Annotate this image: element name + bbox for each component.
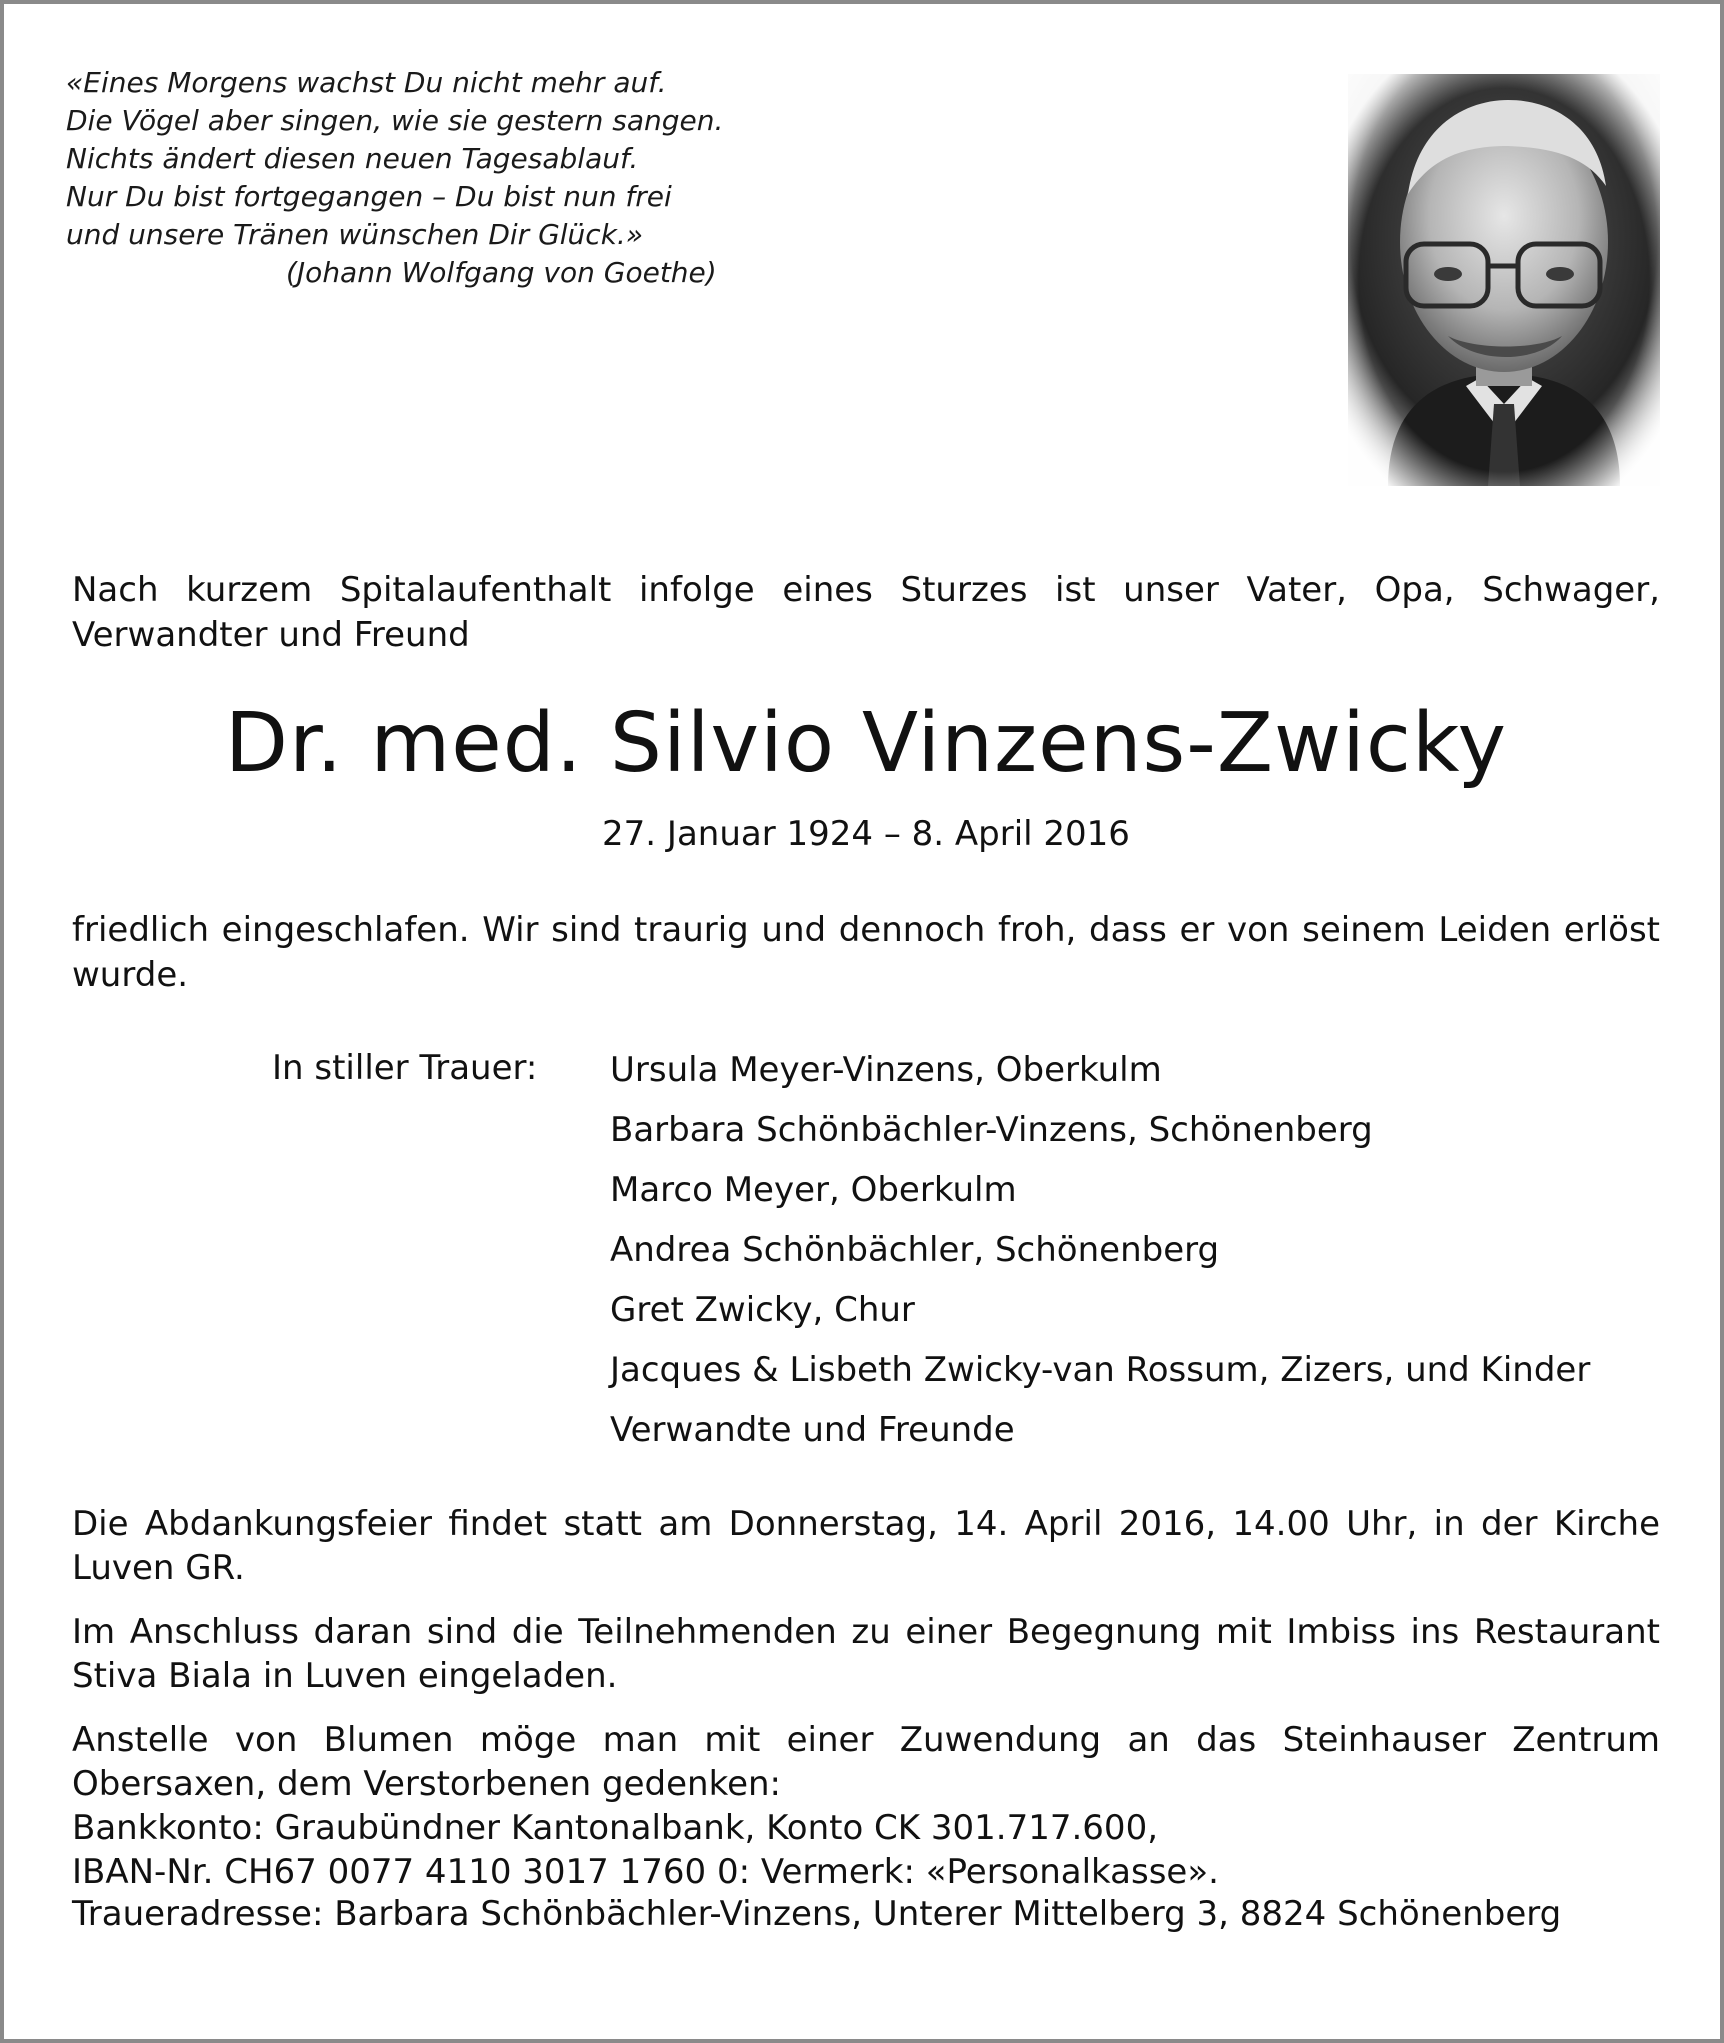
deceased-name: Dr. med. Silvio Vinzens-Zwicky — [224, 696, 1508, 791]
bank-account: Bankkonto: Graubündner Kantonalbank, Konto CK 301.717.600, — [72, 1808, 1159, 1848]
ceremony-notice: Die Abdankungsfeier findet statt am Donnerstag, 14. April 2016, 14.00 Uhr, in der Kirche Luven GR. — [72, 1504, 1660, 1588]
mourner-name: Jacques & Lisbeth Zwicky-van Rossum, Zizers, und Kinder — [610, 1350, 1591, 1390]
mourners-list — [610, 1048, 1590, 1468]
mourners-label: In stiller Trauer: — [272, 1048, 538, 1088]
life-dates: 27. Januar 1924 – 8. April 2016 — [602, 814, 1130, 854]
quote-author: (Johann Wolfgang von Goethe) — [286, 256, 717, 289]
intro-text: Nach kurzem Spitalaufenthalt infolge eines Sturzes ist unser Vater, Opa, Schwager, Verwandter und Freund — [72, 570, 1660, 655]
passing-text: friedlich eingeschlafen. Wir sind traurig und dennoch froh, dass er von seinem Leiden erlöst wurde. — [72, 910, 1660, 995]
mourner-name: Ursula Meyer-Vinzens, Oberkulm — [610, 1050, 1162, 1090]
mourning-address — [72, 1892, 1660, 1936]
portrait-photo — [1348, 74, 1660, 486]
mourner-name: Gret Zwicky, Chur — [610, 1290, 915, 1330]
portrait-illustration — [1348, 74, 1660, 486]
reception-notice: Im Anschluss daran sind die Teilnehmenden zu einer Begegnung mit Imbiss ins Restaurant Stiva Biala in Luven eingeladen. — [72, 1612, 1660, 1696]
mourner-name: Andrea Schönbächler, Schönenberg — [610, 1230, 1220, 1270]
donation-text: Anstelle von Blumen möge man mit einer Zuwendung an das Steinhauser Zentrum Obersaxen, dem Verstorbenen gedenken: — [72, 1720, 1660, 1804]
quote-line: Nur Du bist fortgegangen – Du bist nun frei — [66, 180, 672, 213]
quote-line: «Eines Morgens wachst Du nicht mehr auf. — [66, 66, 667, 99]
mourner-name: Barbara Schönbächler-Vinzens, Schönenberg — [610, 1110, 1373, 1150]
address-text: Traueradresse: Barbara Schönbächler-Vinzens, Unterer Mittelberg 3, 8824 Schönenberg — [72, 1894, 1562, 1934]
quote-line: und unsere Tränen wünschen Dir Glück.» — [66, 218, 644, 251]
quote-line: Nichts ändert diesen neuen Tagesablauf. — [66, 142, 639, 175]
iban-number: IBAN-Nr. CH67 0077 4110 3017 1760 0: Vermerk: «Personalkasse». — [72, 1852, 1219, 1892]
mourner-name: Marco Meyer, Oberkulm — [610, 1170, 1017, 1210]
goethe-quote — [66, 64, 786, 292]
mourner-name: Verwandte und Freunde — [610, 1410, 1015, 1450]
donation-notice — [72, 1718, 1660, 1894]
quote-line: Die Vögel aber singen, wie sie gestern sangen. — [66, 104, 724, 137]
